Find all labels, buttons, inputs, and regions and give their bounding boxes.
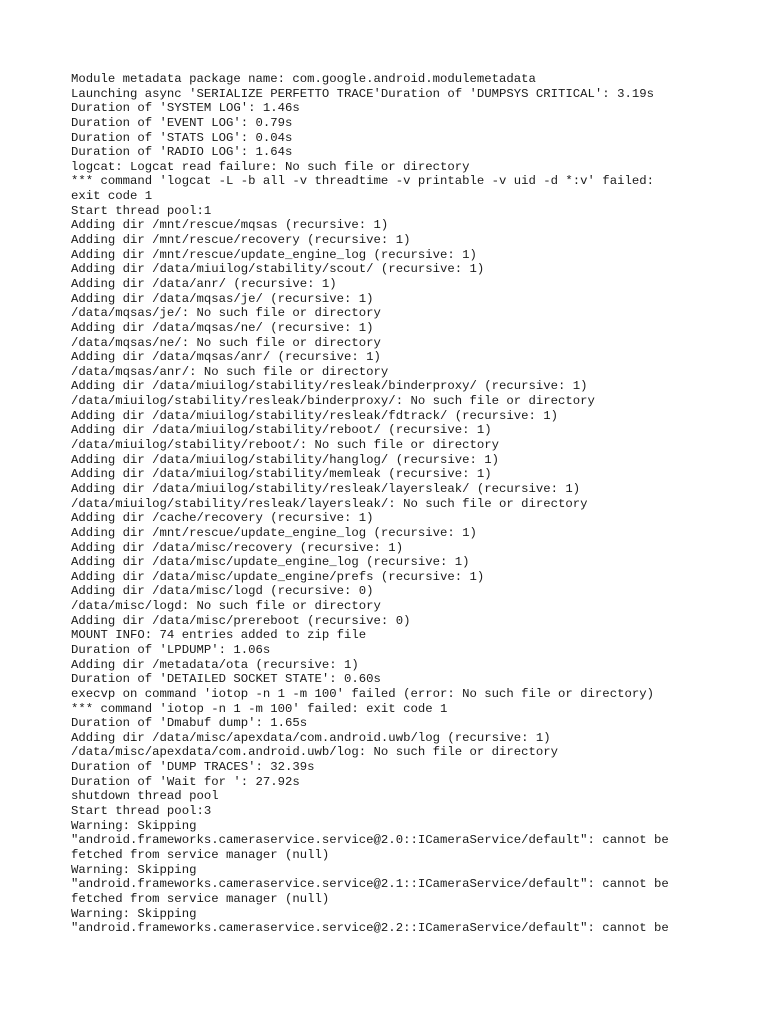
log-line: Adding dir /data/miuilog/stability/reboot/ (recursive: 1) <box>71 423 492 438</box>
log-line: Adding dir /mnt/rescue/update_engine_log (recursive: 1) <box>71 247 477 262</box>
log-line: Duration of 'SYSTEM LOG': 1.46s <box>71 101 300 116</box>
log-line: Adding dir /cache/recovery (recursive: 1) <box>71 511 374 526</box>
log-line: Start thread pool:1 <box>71 203 212 218</box>
log-line: *** command 'iotop -n 1 -m 100' failed: exit code 1 <box>71 701 448 716</box>
log-line: /data/mqsas/je/: No such file or directory <box>71 306 381 321</box>
log-line: /data/miuilog/stability/resleak/layersleak/: No such file or directory <box>71 496 588 511</box>
log-line: Duration of 'LPDUMP': 1.06s <box>71 642 271 657</box>
log-line: Duration of 'Wait for ': 27.92s <box>71 774 300 789</box>
log-line: Launching async 'SERIALIZE PERFETTO TRACE'Duration of 'DUMPSYS CRITICAL': 3.19s <box>71 86 654 101</box>
log-line: Adding dir /data/misc/apexdata/com.android.uwb/log (recursive: 1) <box>71 730 551 745</box>
log-line: Adding dir /data/misc/update_engine_log (recursive: 1) <box>71 555 470 570</box>
log-line: fetched from service manager (null) <box>71 891 330 906</box>
log-document <box>71 72 711 936</box>
log-line: Module metadata package name: com.google.android.modulemetadata <box>71 72 536 86</box>
log-line: Duration of 'RADIO LOG': 1.64s <box>71 145 293 160</box>
log-line: execvp on command 'iotop -n 1 -m 100' failed (error: No such file or directory) <box>71 686 654 701</box>
log-line: Adding dir /data/miuilog/stability/memleak (recursive: 1) <box>71 467 492 482</box>
log-line: Start thread pool:3 <box>71 804 212 819</box>
log-line: Adding dir /mnt/rescue/update_engine_log (recursive: 1) <box>71 525 477 540</box>
log-line: Adding dir /data/miuilog/stability/scout/ (recursive: 1) <box>71 262 485 277</box>
log-line: Duration of 'STATS LOG': 0.04s <box>71 130 293 145</box>
log-line: Adding dir /data/miuilog/stability/resleak/fdtrack/ (recursive: 1) <box>71 408 559 423</box>
log-line: "android.frameworks.cameraservice.service@2.1::ICameraService/default": cannot be <box>71 877 669 892</box>
log-line: *** command 'logcat -L -b all -v threadtime -v printable -v uid -d *:v' failed: <box>71 174 654 189</box>
log-line: /data/misc/logd: No such file or directory <box>71 599 381 614</box>
log-line: logcat: Logcat read failure: No such file or directory <box>71 159 470 174</box>
log-line: Warning: Skipping <box>71 906 197 921</box>
log-line: Adding dir /data/misc/update_engine/prefs (recursive: 1) <box>71 569 485 584</box>
log-line: Adding dir /data/mqsas/ne/ (recursive: 1) <box>71 320 374 335</box>
log-line: Warning: Skipping <box>71 862 197 877</box>
log-line: /data/miuilog/stability/resleak/binderproxy/: No such file or directory <box>71 394 595 409</box>
log-line: Duration of 'DUMP TRACES': 32.39s <box>71 760 315 775</box>
log-line: MOUNT INFO: 74 entries added to zip file <box>71 628 367 643</box>
log-line: Adding dir /mnt/rescue/mqsas (recursive: 1) <box>71 218 389 233</box>
log-line: /data/mqsas/ne/: No such file or directory <box>71 335 381 350</box>
log-line: /data/misc/apexdata/com.android.uwb/log: No such file or directory <box>71 745 559 760</box>
log-line: /data/mqsas/anr/: No such file or directory <box>71 364 389 379</box>
log-line: Adding dir /mnt/rescue/recovery (recursive: 1) <box>71 233 411 248</box>
log-line: Duration of 'Dmabuf dump': 1.65s <box>71 716 308 731</box>
log-line: Warning: Skipping <box>71 818 197 833</box>
log-line: Adding dir /data/mqsas/je/ (recursive: 1) <box>71 291 374 306</box>
log-line: Duration of 'DETAILED SOCKET STATE': 0.60s <box>71 672 381 687</box>
log-line: "android.frameworks.cameraservice.service@2.2::ICameraService/default": cannot be <box>71 921 669 936</box>
log-line: exit code 1 <box>71 189 153 204</box>
log-line: Adding dir /data/anr/ (recursive: 1) <box>71 276 337 291</box>
log-line: "android.frameworks.cameraservice.service@2.0::ICameraService/default": cannot be <box>71 833 669 848</box>
log-line: Adding dir /data/misc/recovery (recursive: 1) <box>71 540 404 555</box>
log-line: Adding dir /data/misc/prereboot (recursive: 0) <box>71 613 411 628</box>
log-line: fetched from service manager (null) <box>71 847 330 862</box>
log-line: Adding dir /metadata/ota (recursive: 1) <box>71 657 359 672</box>
log-line: Adding dir /data/mqsas/anr/ (recursive: 1) <box>71 350 381 365</box>
log-line: shutdown thread pool <box>71 789 219 804</box>
log-line: Adding dir /data/miuilog/stability/resleak/binderproxy/ (recursive: 1) <box>71 379 588 394</box>
log-line: Duration of 'EVENT LOG': 0.79s <box>71 115 293 130</box>
log-line: Adding dir /data/misc/logd (recursive: 0) <box>71 584 374 599</box>
log-line: Adding dir /data/miuilog/stability/resleak/layersleak/ (recursive: 1) <box>71 481 581 496</box>
log-line: /data/miuilog/stability/reboot/: No such file or directory <box>71 438 500 453</box>
log-line: Adding dir /data/miuilog/stability/hanglog/ (recursive: 1) <box>71 452 500 467</box>
